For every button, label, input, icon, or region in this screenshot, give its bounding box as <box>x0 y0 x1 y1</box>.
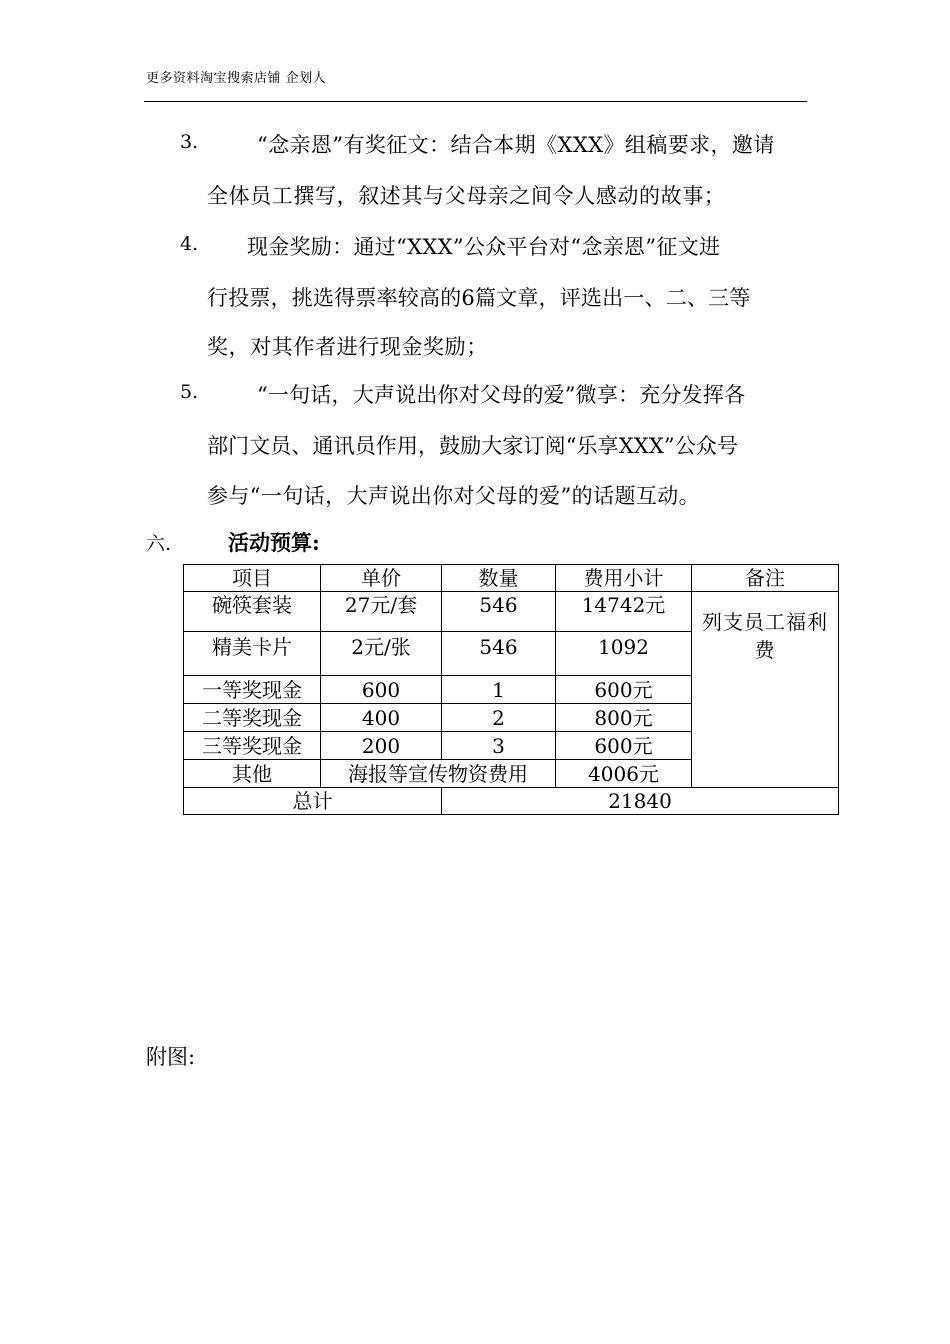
page-header-text: 更多资料淘宝搜索店铺 企划人 <box>146 71 327 86</box>
table-cell-item: 二等奖现金 <box>184 704 321 732</box>
table-cell-item: 碗筷套装 <box>184 592 321 632</box>
table-cell-remark: 列支员工福利费 <box>692 592 839 788</box>
list-item-number: 3. <box>180 131 199 153</box>
list-item-line: 全体员工撰写，叙述其与父母亲之间令人感动的故事； <box>207 184 726 208</box>
section-title: 活动预算: <box>228 530 320 555</box>
table-cell-subtotal: 800元 <box>556 704 692 732</box>
list-item-line: “一句话，大声说出你对父母的爱”微享：充分发挥各 <box>257 383 746 407</box>
table-cell-qty: 3 <box>442 732 556 760</box>
table-cell-subtotal: 1092 <box>556 632 692 676</box>
table-cell-price: 2元/张 <box>321 632 442 676</box>
table-header-cell: 项目 <box>184 565 321 592</box>
table-cell-qty: 1 <box>442 676 556 704</box>
table-cell-total-value: 21840 <box>442 788 839 815</box>
table-cell-subtotal: 600元 <box>556 732 692 760</box>
table-header-cell: 费用小计 <box>556 565 692 592</box>
header-divider <box>144 101 807 102</box>
table-cell-price: 600 <box>321 676 442 704</box>
table-total-row <box>184 788 839 815</box>
budget-table <box>183 564 839 815</box>
list-item-line: 参与“一句话，大声说出你对父母的爱”的话题互动。 <box>207 484 701 508</box>
table-cell-item: 精美卡片 <box>184 632 321 676</box>
table-cell-qty: 2 <box>442 704 556 732</box>
list-item-number: 4. <box>180 233 199 255</box>
table-header-cell: 数量 <box>442 565 556 592</box>
list-item-line: “念亲恩”有奖征文：结合本期《XXX》组稿要求，邀请 <box>257 133 775 157</box>
table-cell-subtotal: 4006元 <box>556 760 692 788</box>
table-row <box>184 592 839 632</box>
list-item-line: 现金奖励：通过“XXX”公众平台对“念亲恩”征文进 <box>247 235 721 259</box>
table-cell-price: 200 <box>321 732 442 760</box>
table-header-cell: 单价 <box>321 565 442 592</box>
table-cell-total-label: 总计 <box>184 788 442 815</box>
table-cell-qty: 546 <box>442 632 556 676</box>
table-cell-item: 三等奖现金 <box>184 732 321 760</box>
table-header-row <box>184 565 839 592</box>
list-item-line: 行投票，挑选得票率较高的6篇文章，评选出一、二、三等 <box>207 286 751 310</box>
table-cell-qty: 546 <box>442 592 556 632</box>
table-cell-desc: 海报等宣传物资费用 <box>321 760 556 788</box>
list-item-number: 5. <box>180 381 199 403</box>
table-header-cell: 备注 <box>692 565 839 592</box>
table-cell-item: 其他 <box>184 760 321 788</box>
appendix-label: 附图: <box>146 1045 196 1069</box>
table-cell-item: 一等奖现金 <box>184 676 321 704</box>
list-item-line: 奖，对其作者进行现金奖励； <box>207 335 488 359</box>
table-cell-subtotal: 600元 <box>556 676 692 704</box>
section-number: 六. <box>146 533 172 555</box>
table-cell-subtotal: 14742元 <box>556 592 692 632</box>
list-item-line: 部门文员、通讯员作用，鼓励大家订阅“乐享XXX”公众号 <box>207 434 739 458</box>
table-cell-price: 400 <box>321 704 442 732</box>
table-cell-price: 27元/套 <box>321 592 442 632</box>
